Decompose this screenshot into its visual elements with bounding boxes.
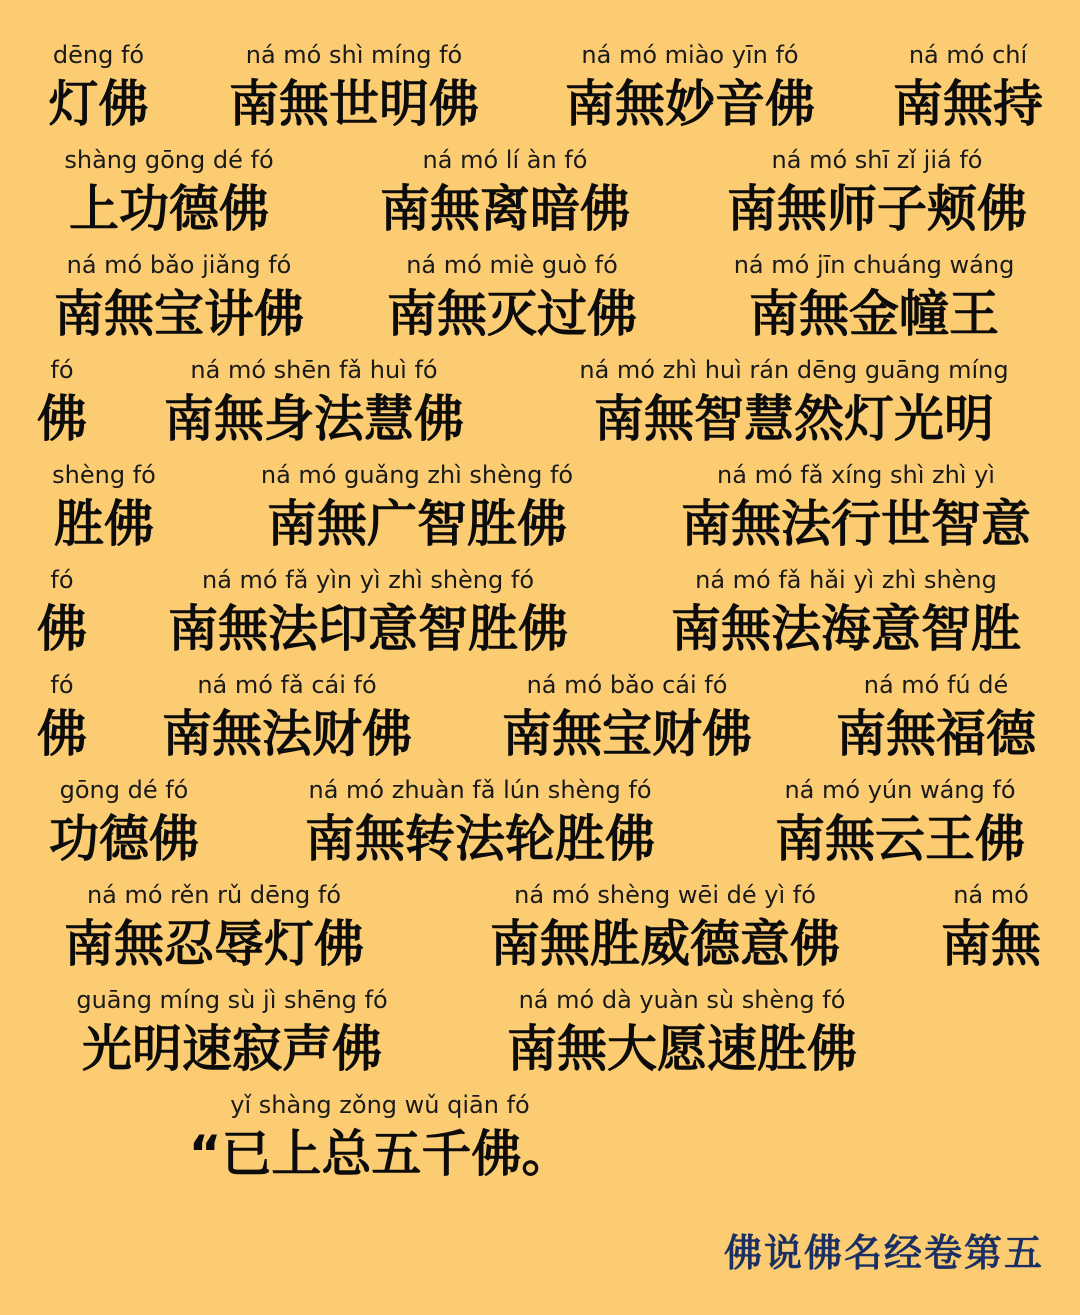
hanzi: 南無法财佛 <box>162 705 412 763</box>
hanzi: “已上总五千佛。 <box>188 1125 572 1183</box>
buddha-name <box>706 147 1048 251</box>
buddha-name <box>142 357 486 461</box>
pinyin: dēng fó <box>52 41 145 69</box>
hanzi: 佛 <box>37 600 87 658</box>
text-line-5 <box>0 462 1080 566</box>
pinyin: fó <box>50 671 74 699</box>
pinyin: ná mó fǎ hǎi yì zhì shèng <box>695 566 997 594</box>
pinyin: ná mó guǎng zhì shèng fó <box>260 461 574 489</box>
text-line-2 <box>0 147 1080 251</box>
hanzi: 南無广智胜佛 <box>267 495 567 553</box>
pinyin: ná mó zhuàn fǎ lún shèng fó <box>308 776 652 804</box>
hanzi: 南無法海意智胜 <box>671 600 1021 658</box>
buddha-name <box>34 462 174 566</box>
buddha-name <box>376 252 648 356</box>
buddha-name <box>474 987 890 1091</box>
buddha-name <box>214 42 494 146</box>
pinyin: ná mó bǎo jiǎng fó <box>66 251 292 279</box>
hanzi: 佛 <box>37 705 87 763</box>
hanzi: 南無宝讲佛 <box>54 285 304 343</box>
buddha-name <box>664 462 1048 566</box>
text-line-10 <box>0 987 1080 1091</box>
hanzi: 南無 <box>941 915 1041 973</box>
buddha-name <box>34 147 304 251</box>
pinyin: ná mó shēn fǎ huì fó <box>190 356 438 384</box>
closing-phrase <box>160 1092 600 1196</box>
pinyin: ná mó rěn rǔ dēng fó <box>86 881 342 909</box>
hanzi: 南無金幢王 <box>749 285 999 343</box>
hanzi: 光明速寂声佛 <box>82 1020 382 1078</box>
pinyin: fó <box>50 356 74 384</box>
buddha-name <box>222 462 612 566</box>
buddha-name <box>752 777 1048 881</box>
pinyin: ná mó zhì huì rán dēng guāng míng <box>579 356 1009 384</box>
hanzi: 南無灭过佛 <box>387 285 637 343</box>
pinyin: shàng gōng dé fó <box>64 146 274 174</box>
buddha-name <box>34 882 394 986</box>
buddha-name <box>482 672 772 776</box>
text-line-1 <box>0 42 1080 146</box>
text-line-11 <box>0 1092 1080 1196</box>
hanzi: 佛 <box>37 390 87 448</box>
pinyin: ná mó fǎ cái fó <box>197 671 377 699</box>
text-line-4 <box>0 357 1080 461</box>
hanzi: 胜佛 <box>54 495 154 553</box>
text-line-7 <box>0 672 1080 776</box>
source-title: 佛说佛名经卷第五 <box>723 1230 1044 1275</box>
text-line-9 <box>0 882 1080 986</box>
hanzi: 南無智慧然灯光明 <box>594 390 994 448</box>
hanzi: 功德佛 <box>49 810 199 868</box>
buddha-name <box>34 987 430 1091</box>
hanzi: 南無宝财佛 <box>502 705 752 763</box>
buddha-name <box>700 252 1048 356</box>
pinyin: gōng dé fó <box>59 776 189 804</box>
hanzi: 南無师子颊佛 <box>727 180 1027 238</box>
hanzi: 南無福德 <box>836 705 1036 763</box>
text-line-3 <box>0 252 1080 356</box>
hanzi: 南無法行世智意 <box>681 495 1031 553</box>
buddha-name <box>540 357 1048 461</box>
pinyin: ná mó fǎ yìn yì zhì shèng fó <box>201 566 535 594</box>
hanzi: 南無妙音佛 <box>565 75 815 133</box>
pinyin: ná mó <box>953 881 1029 909</box>
pinyin: ná mó jīn chuáng wáng <box>733 251 1015 279</box>
pinyin: ná mó shī zǐ jiá fó <box>771 146 983 174</box>
pinyin: fó <box>50 566 74 594</box>
buddha-name <box>144 672 430 776</box>
pinyin: ná mó shì míng fó <box>245 41 463 69</box>
hanzi: 南無身法慧佛 <box>164 390 464 448</box>
text-line-6 <box>0 567 1080 671</box>
hanzi: 南無持 <box>893 75 1043 133</box>
buddha-name <box>34 777 214 881</box>
hanzi: 南無胜威德意佛 <box>490 915 840 973</box>
buddha-name <box>450 882 880 986</box>
buddha-name <box>888 42 1048 146</box>
buddha-name <box>644 567 1048 671</box>
pinyin: ná mó yún wáng fó <box>784 776 1016 804</box>
buddha-name <box>824 672 1048 776</box>
buddha-name <box>548 42 832 146</box>
text-line-8 <box>0 777 1080 881</box>
pinyin: ná mó chí <box>908 41 1028 69</box>
hanzi: 南無转法轮胜佛 <box>305 810 655 868</box>
buddha-name <box>36 42 161 146</box>
buddha-name <box>364 147 646 251</box>
hanzi: 南無法印意智胜佛 <box>168 600 568 658</box>
hanzi: 南無世明佛 <box>229 75 479 133</box>
buddha-name <box>934 882 1048 986</box>
hanzi: 南無忍辱灯佛 <box>64 915 364 973</box>
pinyin: ná mó lí àn fó <box>422 146 588 174</box>
pinyin: ná mó miè guò fó <box>406 251 618 279</box>
pinyin: ná mó bǎo cái fó <box>526 671 728 699</box>
pinyin: ná mó shèng wēi dé yì fó <box>514 881 816 909</box>
pinyin: ná mó miào yīn fó <box>581 41 799 69</box>
pinyin: ná mó fǎ xíng shì zhì yì <box>717 461 995 489</box>
pinyin: ná mó fú dé <box>863 671 1009 699</box>
buddha-name <box>34 252 324 356</box>
pinyin: yǐ shàng zǒng wǔ qiān fó <box>230 1091 530 1119</box>
hanzi: 南無云王佛 <box>775 810 1025 868</box>
buddha-name <box>34 672 90 776</box>
hanzi: 上功德佛 <box>69 180 269 238</box>
pinyin: guāng míng sù jì shēng fó <box>76 986 388 1014</box>
pinyin: ná mó dà yuàn sù shèng fó <box>518 986 846 1014</box>
buddha-name <box>262 777 698 881</box>
hanzi: 南無大愿速胜佛 <box>507 1020 857 1078</box>
buddha-name <box>34 567 90 671</box>
buddha-name <box>34 357 90 461</box>
pinyin: shèng fó <box>52 461 156 489</box>
buddha-name <box>138 567 598 671</box>
hanzi: 南無离暗佛 <box>380 180 630 238</box>
hanzi: 灯佛 <box>48 75 149 133</box>
